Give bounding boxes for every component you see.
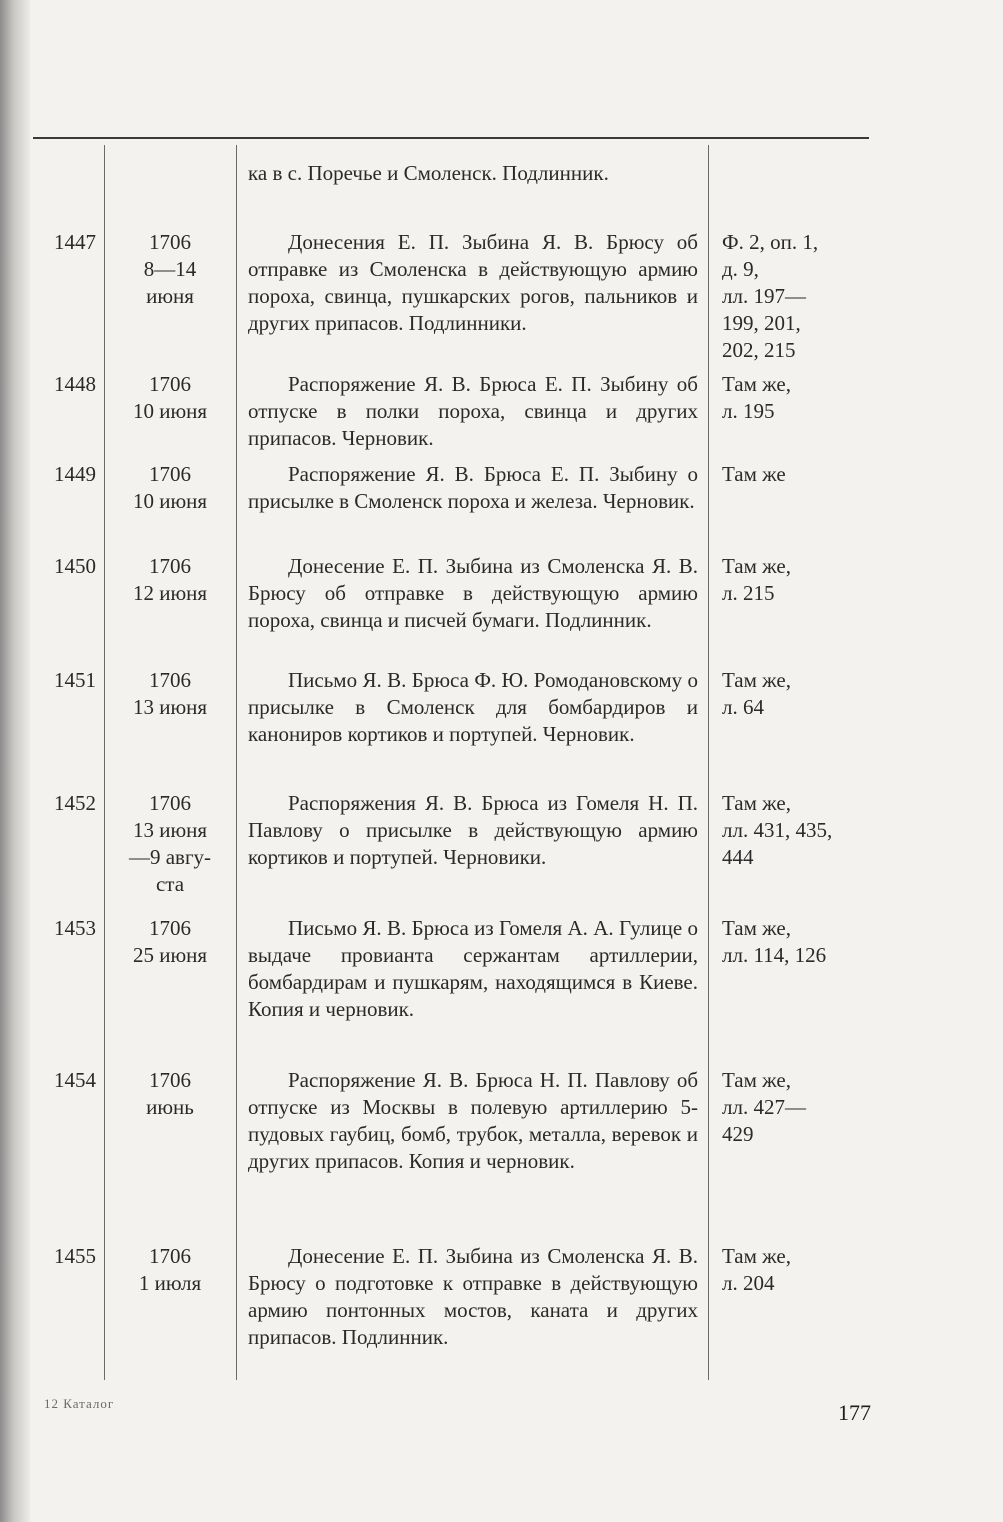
entry-number: 1447 [54,230,96,254]
page-number: 177 [838,1400,871,1425]
entry-description: Письмо Я. В. Брюса из Гомеля А. А. Гулице о выдаче провианта сержантам артиллерии, бомбардирам и пушкарям, находящимся в Киеве. Копия и черновик. [248,916,698,1021]
entry-description: Распоряжения Я. В. Брюса из Гомеля Н. П. Павлову о присылке в действующую армию кортиков и портупей. Черновики. [248,791,698,869]
entry-archive-reference: Там же [722,462,786,486]
entry-description: Распоряжение Я. В. Брюса Е. П. Зыбину об отпуске в полки пороха, свинца и других припасов. Черновик. [248,372,698,450]
column-divider-description [708,145,709,1380]
entry-description: Донесение Е. П. Зыбина из Смоленска Я. В. Брюсу об отправке в действующую армию пороха, свинца и писчей бумаги. Подлинник. [248,554,698,632]
entry-number: 1449 [54,462,96,486]
entry-date: 1706 1 июля [138,1244,202,1295]
entry-archive-reference: Там же, л. 204 [722,1244,791,1295]
entry-number: 1454 [54,1068,96,1092]
entry-archive-reference: Ф. 2, оп. 1, д. 9, лл. 197— 199, 201, 202, 215 [722,230,819,362]
top-rule [33,137,869,139]
entry-description: Распоряжение Я. В. Брюса Н. П. Павлову об отпуске из Москвы в полевую артиллерию 5-пудовых гаубиц, бомб, трубок, металла, веревок и других припасов. Копия и черновик. [248,1068,698,1173]
entry-number: 1448 [54,372,96,396]
entry-date: 1706 июнь [146,1068,194,1119]
entry-archive-reference: Там же, л. 64 [722,668,791,719]
entry-archive-reference: Там же, лл. 431, 435, 444 [722,791,833,869]
entry-description: Донесения Е. П. Зыбина Я. В. Брюсу об отправке из Смоленска в действующую армию пороха, свинца, пушкарских рогов, пальников и других припасов. Подлинники. [248,230,698,335]
entry-date: 1706 8—14 июня [143,230,197,308]
entry-number: 1452 [54,791,96,815]
page-edge-shadow [0,0,30,1522]
entry-description: Донесение Е. П. Зыбина из Смоленска Я. В. Брюсу о подготовке к отправке в действующую армию понтонных мостов, каната и других припасов. Подлинник. [248,1244,698,1349]
entry-date: 1706 10 июня [132,372,208,423]
entry-description: Письмо Я. В. Брюса Ф. Ю. Ромодановскому о присылке в Смоленск для бомбардиров и канониров кортиков и портупей. Черновик. [248,668,698,746]
signature-mark: 12 Каталог [44,1396,115,1411]
entry-number: 1451 [54,668,96,692]
continuation-text: ка в с. Поречье и Смоленск. Подлинник. [248,161,609,185]
column-divider-number [104,145,105,1380]
entry-archive-reference: Там же, лл. 427— 429 [722,1068,806,1146]
entry-date: 1706 10 июня [132,462,208,513]
entry-date: 1706 25 июня [132,916,208,967]
column-divider-date [236,145,237,1380]
entry-archive-reference: Там же, л. 195 [722,372,791,423]
entry-number: 1455 [54,1244,96,1268]
entry-number: 1453 [54,916,96,940]
entry-date: 1706 13 июня —9 авгу- ста [128,791,212,896]
entry-date: 1706 12 июня [132,554,208,605]
entry-date: 1706 13 июня [132,668,208,719]
entry-archive-reference: Там же, л. 215 [722,554,791,605]
entry-description: Распоряжение Я. В. Брюса Е. П. Зыбину о присылке в Смоленск пороха и железа. Черновик. [248,462,698,513]
entry-number: 1450 [54,554,96,578]
entry-archive-reference: Там же, лл. 114, 126 [722,916,827,967]
